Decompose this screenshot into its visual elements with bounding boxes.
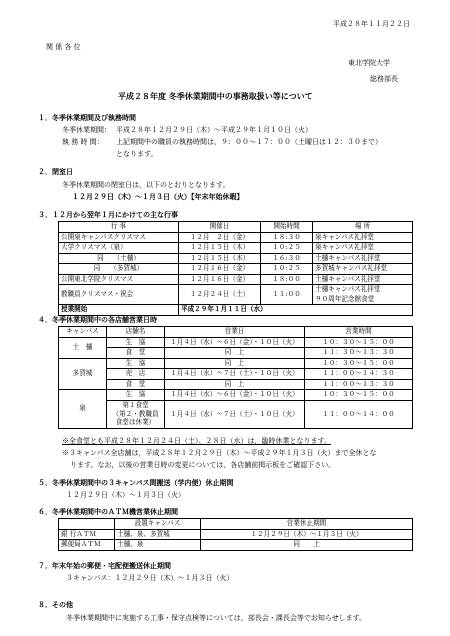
- store-days: １月４日（水）～７日（土）・１０日（火）: [165, 400, 305, 428]
- campus-tagajo: 多賀城: [59, 358, 107, 390]
- section-5-heading: ５．冬季休業期間中の３キャンパス間搬送（学内便）休止期間: [38, 479, 234, 487]
- header-cell: 営業休止期間: [201, 519, 413, 530]
- atm-type: 銀 行ＡＴＭ: [59, 529, 115, 540]
- store-hours: １１：００～１３：３０: [305, 379, 413, 390]
- event-date: １２月 ２日（金）: [179, 232, 261, 243]
- atm-type: 郵便局ＡＴＭ: [59, 540, 115, 551]
- store-name: 生 協: [107, 390, 165, 401]
- event-place-line: 土樋キャンパス礼拝堂: [315, 285, 381, 293]
- table-row: [59, 529, 413, 540]
- events-table: [58, 221, 413, 316]
- event-date: １２月１５日（木）: [179, 243, 261, 254]
- atm-stop-period: 同 上: [201, 540, 413, 551]
- event-date: １２月１６日（金）: [179, 264, 261, 275]
- store-hours: １０：３０～１５：００: [305, 337, 413, 348]
- event-place: 土樋キャンパス礼拝堂: [313, 253, 413, 264]
- hours-label: 執 務 時 間：: [62, 138, 104, 146]
- table-row: [59, 253, 413, 264]
- period-value: 平成２８年１２月２９日（木）～平成２９年１月１０日（火）: [116, 126, 312, 134]
- store-hours: １１：３０～１３：３０: [305, 348, 413, 359]
- event-time: １８:３０: [261, 232, 313, 243]
- event-time: １８:００: [261, 274, 313, 285]
- event-place: [313, 285, 413, 305]
- atm-campus: 土樋、泉、多賀城: [115, 529, 201, 540]
- atm-table: [58, 518, 413, 551]
- table-row: [59, 337, 413, 348]
- store-days: 同 上: [165, 358, 305, 369]
- section-4-heading: ４．冬季休業期間中の各店舗営業日時: [38, 316, 157, 324]
- table-row: [59, 274, 413, 285]
- event-name: 公開東北学院クリスマス: [59, 274, 179, 285]
- hours-value-cont: となります。: [116, 150, 158, 158]
- store-hours: １０：３０～１５：００: [305, 390, 413, 401]
- event-name: 同 （土樋）: [59, 253, 179, 264]
- store-days: 同 上: [165, 379, 305, 390]
- closed-days-value: １２月２９日（木）～１月３日（火）【年末年始休暇】: [72, 193, 244, 201]
- class-start-label: 授業開始: [59, 305, 179, 316]
- addressee: 関 係 各 位: [46, 43, 81, 51]
- store-days: １月４日（水）～６日（金）・１０日（火）: [165, 337, 305, 348]
- header-cell: 開催日: [179, 222, 261, 233]
- store-days: １月４日（水）～６日（金）・１０日（火）: [165, 390, 305, 401]
- section-2-heading: ２．閉室日: [38, 168, 73, 176]
- event-place-line: ９０周年記念館食堂: [315, 294, 375, 303]
- section-6-heading: ６．冬季休業期間中のＡＴＭ機営業休止期間: [38, 508, 178, 516]
- table-row: [59, 232, 413, 243]
- store-name-line: 食堂は休業）: [115, 418, 156, 427]
- header-cell: 行 事: [59, 222, 179, 233]
- table-row: [59, 285, 413, 305]
- event-date: １２月２４日（土）: [179, 285, 261, 305]
- store-hours: １１：００～１４：００: [305, 400, 413, 428]
- table-row: [59, 519, 413, 530]
- event-name: 教職員クリスマス・祝会: [59, 285, 179, 305]
- hours-value: 上記期間中の職員の執務時間は，９：００～１７：００（土曜日は１２：３０まで）: [116, 138, 382, 146]
- section-7-heading: ７．年末年始の郵便・宅配便搬送休止期間: [38, 562, 171, 570]
- table-row: [59, 327, 413, 338]
- table-row: [59, 540, 413, 551]
- event-date: １２月１５日（木）: [179, 253, 261, 264]
- table-row: [59, 400, 413, 428]
- other-note: 冬季休業期間中に実施する工事・保守点検等については，部長会・課長会等でお知らせします。: [66, 614, 367, 622]
- header-cell: [59, 519, 115, 530]
- store-name: [107, 400, 165, 428]
- event-place: 多賀城キャンパス礼拝堂: [313, 264, 413, 275]
- event-time: １０:２５: [261, 243, 313, 254]
- header-cell: 開始時間: [261, 222, 313, 233]
- header-cell: 営業日: [165, 327, 305, 338]
- stores-note-2-cont: ります。なお，以後の営業日時の変更については，各店舗前掲示板をご確認下さい。: [70, 461, 336, 469]
- campus-tsuchitoi: 土 樋: [59, 337, 107, 358]
- event-place: 土樋キャンパス礼拝堂: [313, 274, 413, 285]
- event-place: 泉キャンパス礼拝堂: [313, 243, 413, 254]
- header-cell: 営業時間: [305, 327, 413, 338]
- store-hours: １１：００～１４：３０: [305, 369, 413, 380]
- mail-stop-period: ３キャンパス：１２月２９日（木）～１月３日（火）: [66, 574, 234, 582]
- document-date: 平成２８年１１月２２日: [333, 20, 410, 28]
- store-hours: １０：３０～１５：００: [305, 358, 413, 369]
- event-place: 泉キャンパス礼拝堂: [313, 232, 413, 243]
- event-time: １６:３０: [261, 253, 313, 264]
- atm-stop-period: １２月２９日（木）～１月３日（火）: [201, 529, 413, 540]
- page-title: 平成２８年度 冬季休業期間中の事務取扱い等について: [118, 92, 313, 101]
- store-name: 生 協: [107, 337, 165, 348]
- table-row: [59, 243, 413, 254]
- header-cell: 設置キャンパス: [115, 519, 201, 530]
- section-8-heading: ８．その他: [38, 601, 73, 609]
- event-date: １２月１６日（金）: [179, 274, 261, 285]
- atm-campus: 土樋、泉: [115, 540, 201, 551]
- header-cell: 店舗名: [107, 327, 165, 338]
- store-name: 生 協: [107, 358, 165, 369]
- stores-note-2: ※３キャンパス全店舗は，平成２８年１２月２９日（木）～平成２９年１月３日（火）まで全休とな: [62, 449, 377, 457]
- section-1-heading: １．冬季休業期間及び執務時間: [38, 114, 136, 122]
- event-name: 大学クリスマス（泉）: [59, 243, 179, 254]
- header-cell: 場 所: [313, 222, 413, 233]
- store-name: 食 堂: [107, 348, 165, 359]
- sender-dept: 総務部長: [370, 75, 398, 83]
- table-row: [59, 264, 413, 275]
- header-cell: キャンパス: [59, 327, 107, 338]
- event-time: １０:２５: [261, 264, 313, 275]
- store-name-line: 第１食堂: [122, 401, 149, 410]
- class-start-value: 平成２９年１月１１日（水）: [179, 305, 413, 316]
- store-name: 売 店: [107, 369, 165, 380]
- period-label: 冬季休業期間：: [62, 126, 111, 134]
- event-name: 公開泉キャンパスクリスマス: [59, 232, 179, 243]
- store-name: 食 堂: [107, 379, 165, 390]
- table-row: [59, 390, 413, 401]
- store-name-line: （第２・教職員: [112, 409, 159, 418]
- sender-org: 東北学院大学: [348, 59, 390, 67]
- store-days: １月４日（水）～７日（土）・１０日（火）: [165, 369, 305, 380]
- store-days: 同 上: [165, 348, 305, 359]
- table-row: [59, 369, 413, 380]
- table-row: [59, 358, 413, 369]
- table-row: [59, 379, 413, 390]
- transport-stop-period: １２月２９日（木）～１月３日（火）: [66, 491, 185, 499]
- campus-izumi: 泉: [59, 390, 107, 429]
- table-row: [59, 305, 413, 316]
- section-3-heading: ３．１２月から翌年１月にかけての主な行事: [38, 211, 178, 219]
- event-time: １１:００: [261, 285, 313, 305]
- stores-note-1: ※全食堂とも平成２８年１２月２４日（土）、２８日（水）は，臨時休業となります。: [62, 437, 331, 445]
- closed-days-text: 冬季休業期間の閉室日は，以下のとおりとなります。: [62, 181, 230, 189]
- stores-table: [58, 326, 413, 429]
- event-name: 同 （多賀城）: [59, 264, 179, 275]
- table-row: [59, 222, 413, 233]
- table-row: [59, 348, 413, 359]
